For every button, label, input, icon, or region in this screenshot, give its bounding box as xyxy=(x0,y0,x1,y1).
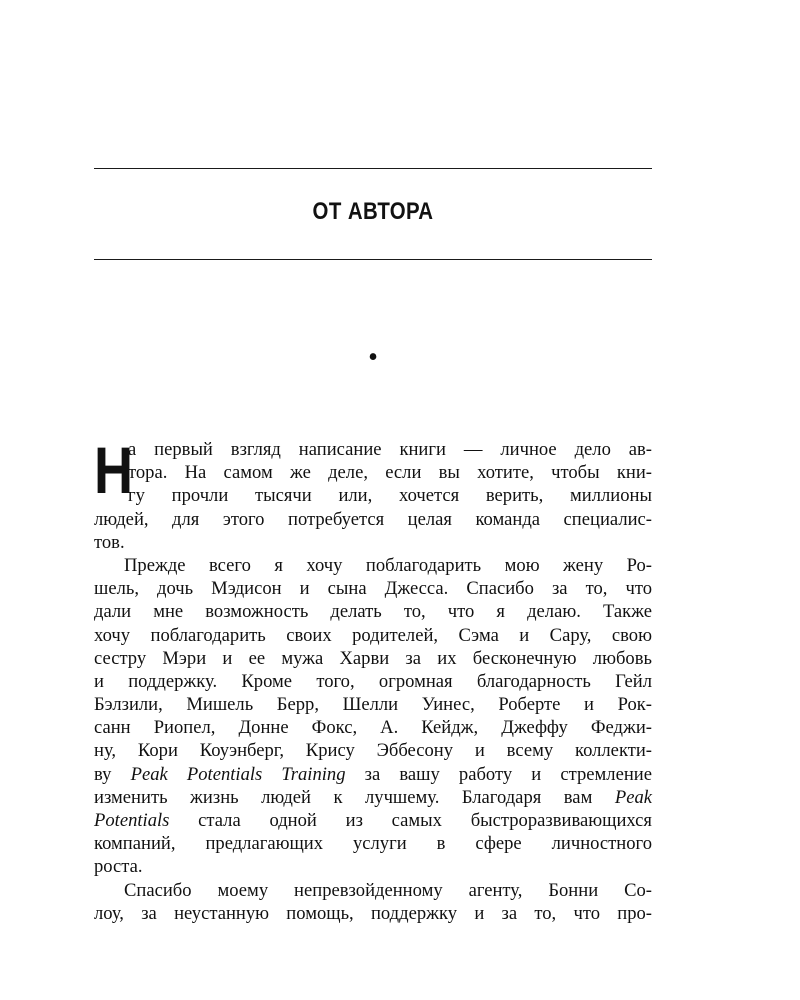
text-fragment: за вашу работу и стремление xyxy=(364,763,652,785)
text-line-mixed xyxy=(94,763,652,786)
italic-company-name: Peak xyxy=(614,786,653,808)
text-line-mixed xyxy=(94,786,652,809)
ornament-bullet: • xyxy=(368,342,378,373)
text-line: ну, Кори Коуэнберг, Крису Эббесону и всему коллекти- xyxy=(94,740,652,762)
text-line: шель, дочь Мэдисон и сына Джесса. Спасибо за то, что xyxy=(94,578,652,600)
title-rule-bottom xyxy=(94,259,652,260)
text-line: а первый взгляд написание книги — личное дело ав- xyxy=(128,439,652,460)
italic-company-name: Peak Potentials Training xyxy=(130,763,346,785)
title-rule-top xyxy=(94,168,652,169)
text-fragment: изменить жизнь людей к лучшему. Благодаря вам xyxy=(94,786,593,808)
body-text xyxy=(94,433,653,925)
text-line: Спасибо моему непревзойденному агенту, Бонни Со- xyxy=(124,879,652,901)
text-line: людей, для этого потребуется целая команда специалис- xyxy=(94,508,652,530)
text-line: и поддержку. Кроме того, огромная благодарность Гейл xyxy=(94,670,652,692)
text-line: хочу поблагодарить своих родителей, Сэма и Сару, свою xyxy=(94,624,652,646)
page-title: ОТ АВТОРА xyxy=(312,198,434,225)
text-line-mixed xyxy=(94,809,652,832)
text-line: роста. xyxy=(94,856,143,878)
text-line: гу прочли тысячи или, хочется верить, миллионы xyxy=(128,485,652,507)
text-line: компаний, предлагающих услуги в сфере личностного xyxy=(94,833,652,855)
text-line: тора. На самом же деле, если вы хотите, чтобы кни- xyxy=(128,462,652,484)
drop-cap: Н xyxy=(94,433,134,507)
text-line: Бэлзили, Мишель Берр, Шелли Уинес, Роберте и Рок- xyxy=(94,694,652,716)
italic-company-name: Potentials xyxy=(94,810,170,831)
text-line: тов. xyxy=(94,531,125,553)
text-line: лоу, за неустанную помощь, поддержку и за то, что про- xyxy=(94,902,652,924)
text-fragment: ву xyxy=(94,763,112,785)
text-line: санн Риопел, Донне Фокс, А. Кейдж, Джеффу Феджи- xyxy=(94,717,652,739)
text-line: сестру Мэри и ее мужа Харви за их бесконечную любовь xyxy=(94,647,652,669)
text-line: Прежде всего я хочу поблагодарить мою жену Ро- xyxy=(124,554,652,576)
text-fragment: стала одной из самых быстроразвивающихся xyxy=(198,810,652,831)
text-line: дали мне возможность делать то, что я делаю. Также xyxy=(94,601,652,623)
